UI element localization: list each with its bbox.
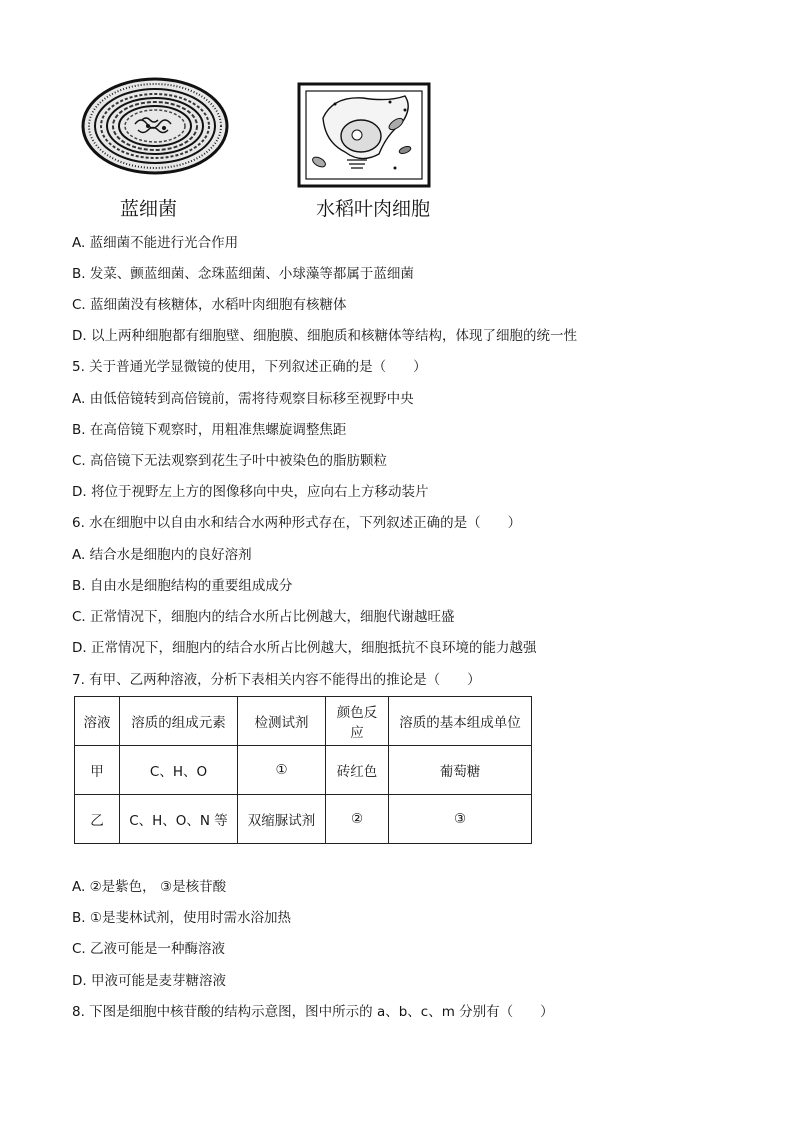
q7-option-c: C. 乙液可能是一种酶溶液 [72,941,226,957]
q5-option-c: C. 高倍镜下无法观察到花生子叶中被染色的脂肪颗粒 [72,453,388,469]
table-cell: 葡萄糖 [389,746,532,795]
q7-option-a: A. ②是紫色， ③是核苷酸 [72,879,227,895]
q6-option-b: B. 自由水是细胞结构的重要组成成分 [72,578,293,594]
cyanobacteria-caption: 蓝细菌 [120,198,178,220]
table-header-cell: 检测试剂 [238,697,326,746]
table-header-cell: 溶质的基本组成单位 [389,697,532,746]
q6-stem: 6. 水在细胞中以自由水和结合水两种形式存在，下列叙述正确的是（ ） [72,515,522,531]
q8-stem: 8. 下图是细胞中核苷酸的结构示意图，图中所示的 a、b、c、m 分别有（ ） [72,1004,554,1020]
table-cell: C、H、O、N 等 [120,795,238,844]
q7-option-b: B. ①是斐林试剂，使用时需水浴加热 [72,910,291,926]
table-row [75,795,532,844]
table-cell: ② [326,795,389,844]
q7-option-d: D. 甲液可能是麦芽糖溶液 [72,973,226,989]
rice-mesophyll-caption: 水稻叶肉细胞 [316,198,431,220]
table-cell: ③ [389,795,532,844]
q4-option-d: D. 以上两种细胞都有细胞壁、细胞膜、细胞质和核糖体等结构，体现了细胞的统一性 [72,328,577,344]
q5-option-b: B. 在高倍镜下观察时，用粗准焦螺旋调整焦距 [72,422,347,438]
table-cell: ① [238,746,326,795]
table-cell: C、H、O [120,746,238,795]
q5-option-a: A. 由低倍镜转到高倍镜前，需将待观察目标移至视野中央 [72,391,414,407]
table-cell: 双缩脲试剂 [238,795,326,844]
table-cell: 砖红色 [326,746,389,795]
q5-option-d: D. 将位于视野左上方的图像移向中央，应向右上方移动装片 [72,484,429,500]
table-header-row [75,697,532,746]
q4-option-b: B. 发菜、颤蓝细菌、念珠蓝细菌、小球藻等都属于蓝细菌 [72,266,414,282]
rice-mesophyll-cell-illustration [295,80,435,190]
q5-stem: 5. 关于普通光学显微镜的使用，下列叙述正确的是（ ） [72,359,427,375]
q6-option-a: A. 结合水是细胞内的良好溶剂 [72,547,252,563]
table-header-cell: 颜色反应 [326,697,389,746]
q7-stem: 7. 有甲、乙两种溶液，分析下表相关内容不能得出的推论是（ ） [72,672,481,688]
q6-option-d: D. 正常情况下，细胞内的结合水所占比例越大，细胞抵抗不良环境的能力越强 [72,640,537,656]
table-row [75,746,532,795]
q7-table [74,696,532,844]
q4-option-a: A. 蓝细菌不能进行光合作用 [72,235,239,251]
table-cell: 乙 [75,795,120,844]
table-header-cell: 溶质的组成元素 [120,697,238,746]
q6-option-c: C. 正常情况下，细胞内的结合水所占比例越大，细胞代谢越旺盛 [72,609,455,625]
q4-option-c: C. 蓝细菌没有核糖体，水稻叶肉细胞有核糖体 [72,297,347,313]
table-header-cell: 溶液 [75,697,120,746]
cyanobacteria-illustration [80,76,230,176]
table-cell: 甲 [75,746,120,795]
